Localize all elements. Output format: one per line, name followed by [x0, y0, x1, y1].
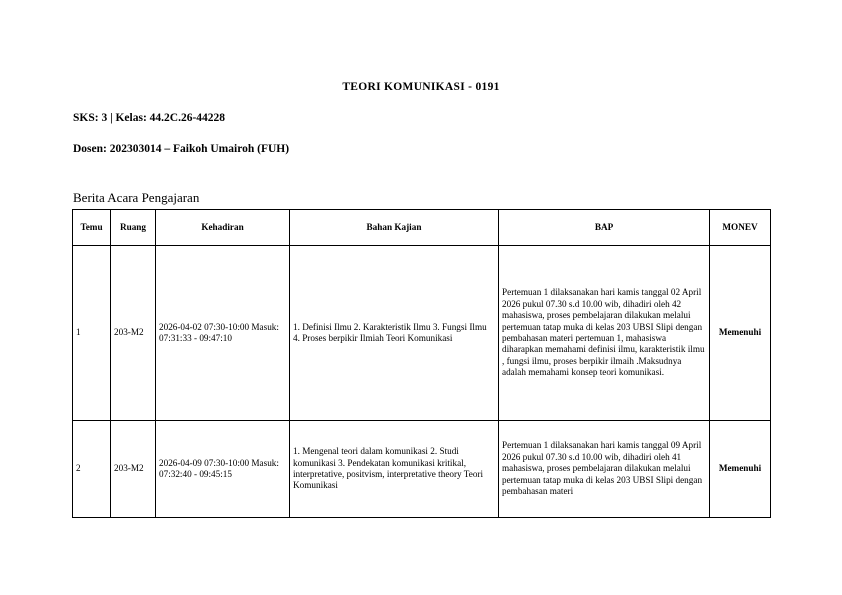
table-row — [73, 421, 771, 518]
header-monev: MONEV — [710, 210, 771, 246]
cell-bahan-kajian: 1. Definisi Ilmu 2. Karakteristik Ilmu 3. Fungsi Ilmu 4. Proses berpikir Ilmiah Teori Komunikasi — [290, 246, 499, 421]
cell-monev: Memenuhi — [710, 246, 771, 421]
cell-bahan-kajian: 1. Mengenal teori dalam komunikasi 2. Studi komunikasi 3. Pendekatan komunikasi kritikal, interpretative, positvism, interpretative theory Teori Komunikasi — [290, 421, 499, 518]
cell-kehadiran: 2026-04-02 07:30-10:00 Masuk: 07:31:33 - 09:47:10 — [156, 246, 290, 421]
header-bap: BAP — [499, 210, 710, 246]
header-kehadiran: Kehadiran — [156, 210, 290, 246]
cell-kehadiran: 2026-04-09 07:30-10:00 Masuk: 07:32:40 - 09:45:15 — [156, 421, 290, 518]
cell-temu: 2 — [73, 421, 111, 518]
cell-ruang: 203-M2 — [111, 421, 156, 518]
teaching-report-table — [72, 209, 771, 518]
course-sks-class: SKS: 3 | Kelas: 44.2C.26-44228 — [73, 112, 226, 124]
table-row — [73, 246, 771, 421]
header-bahan-kajian: Bahan Kajian — [290, 210, 499, 246]
cell-bap: Pertemuan 1 dilaksanakan hari kamis tanggal 09 April 2026 pukul 07.30 s.d 10.00 wib, dihadiri oleh 41 mahasiswa, proses pembelajaran dilakukan melalui pertemuan tatap muka di kelas 203 UBSI Slipi dengan pembahasan materi — [499, 421, 710, 518]
cell-ruang: 203-M2 — [111, 246, 156, 421]
section-title: Berita Acara Pengajaran — [73, 190, 200, 205]
page-title: TEORI KOMUNIKASI - 0191 — [342, 81, 500, 93]
header-temu: Temu — [73, 210, 111, 246]
cell-monev: Memenuhi — [710, 421, 771, 518]
cell-bap: Pertemuan 1 dilaksanakan hari kamis tanggal 02 April 2026 pukul 07.30 s.d 10.00 wib, dihadiri oleh 42 mahasiswa, proses pembelajaran dilakukan melalui pertemuan tatap muka di kelas 203 UBSI Slipi dengan pembahasan materi pertemuan 1, mahasiswa diharapkan memahami definisi ilmu, karakteristik ilmu , fungsi ilmu, proses berpikir ilmaih .Maksudnya adalah memahami konsep teori komunikasi. — [499, 246, 710, 421]
cell-temu: 1 — [73, 246, 111, 421]
header-ruang: Ruang — [111, 210, 156, 246]
table-header-row — [73, 210, 771, 246]
lecturer-line: Dosen: 202303014 – Faikoh Umairoh (FUH) — [73, 143, 290, 155]
